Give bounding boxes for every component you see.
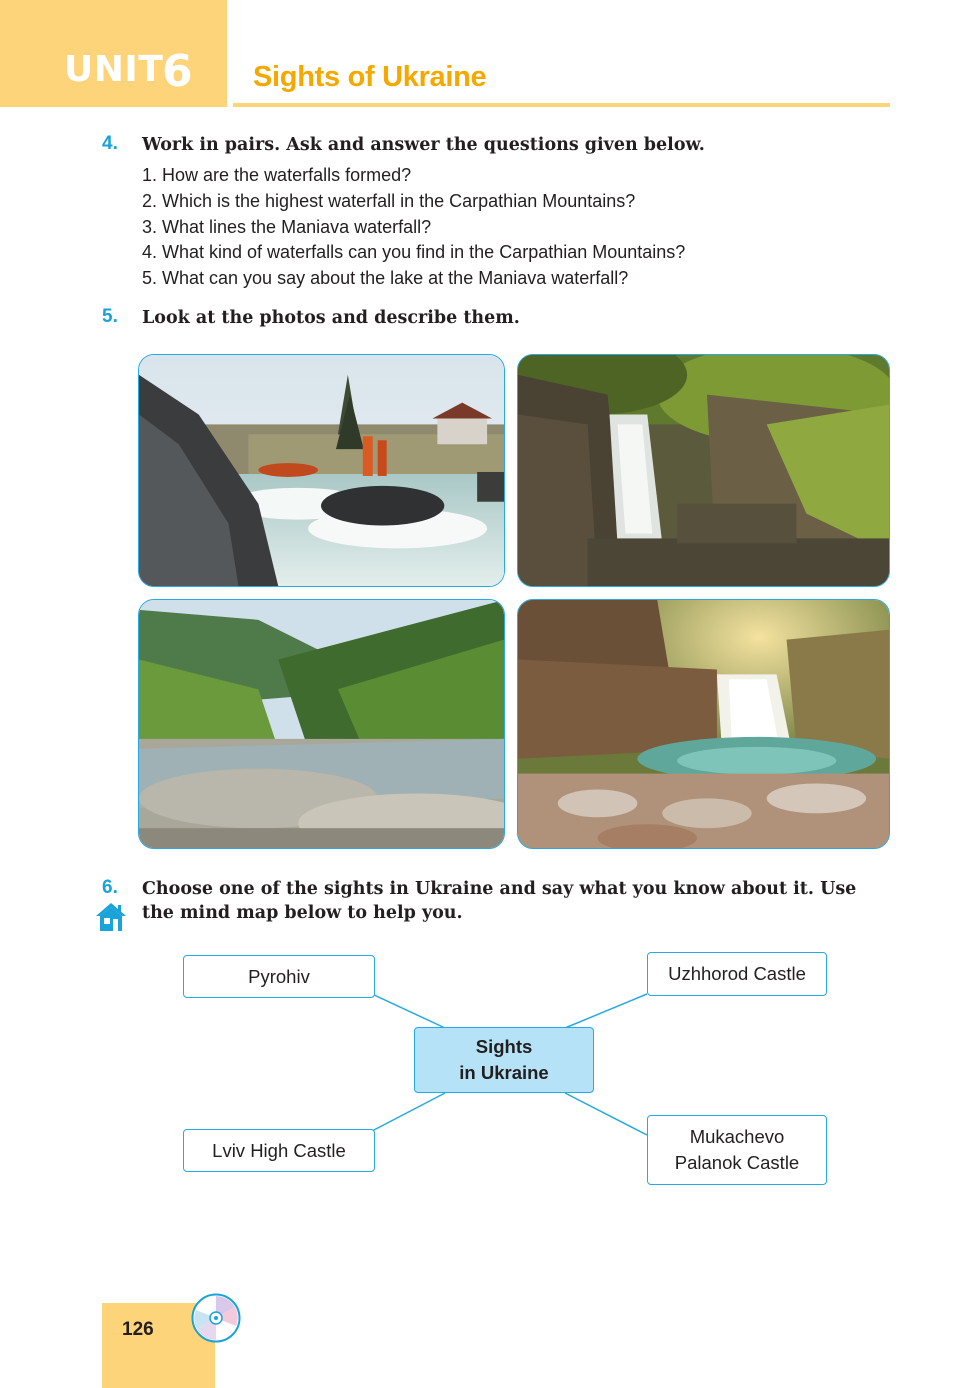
exercise-4-number: 4. xyxy=(102,133,118,154)
mind-map-center-node xyxy=(414,1027,594,1093)
node-label: Lviv High Castle xyxy=(212,1139,346,1161)
cd-disc-icon xyxy=(191,1293,241,1343)
node-label: Uzhhorod Castle xyxy=(668,963,806,984)
mind-map-node-mukachevo-palanok-castle xyxy=(647,1115,827,1185)
exercise-6-instruction-line2: the mind map below to help you. xyxy=(142,903,463,923)
question-item: 4. What kind of waterfalls can you find in the Carpathian Mountains? xyxy=(142,242,686,263)
exercise-4-instruction: Work in pairs. Ask and answer the questions given below. xyxy=(142,135,705,155)
node-label: Pyrohiv xyxy=(248,965,310,987)
mind-map-node-lviv-high-castle xyxy=(183,1129,375,1172)
question-item: 2. Which is the highest waterfall in the Carpathian Mountains? xyxy=(142,190,636,211)
question-item: 5. What can you say about the lake at the Maniava waterfall? xyxy=(142,268,629,289)
exercise-6-instruction-line1: Choose one of the sights in Ukraine and say what you know about it. Use xyxy=(142,879,857,899)
unit-number: 6 xyxy=(162,46,193,97)
page-title: Sights of Ukraine xyxy=(253,61,487,93)
connector-line xyxy=(565,994,647,1028)
exercise-6-number: 6. xyxy=(102,877,118,898)
connector-line xyxy=(565,1093,647,1135)
center-label-line2: in Ukraine xyxy=(459,1062,549,1083)
connector-line xyxy=(372,994,445,1028)
page-number: 126 xyxy=(122,1319,154,1340)
mind-map-node-pyrohiv xyxy=(183,955,375,998)
exercise-5-number: 5. xyxy=(102,306,118,327)
question-item: 3. What lines the Maniava waterfall? xyxy=(142,216,432,237)
mind-map-node-uzhhorod-castle xyxy=(647,952,827,996)
connector-line xyxy=(372,1093,445,1131)
node-label-line2: Palanok Castle xyxy=(674,1152,800,1173)
question-item: 1. How are the waterfalls formed? xyxy=(142,165,412,185)
unit-label: UNIT xyxy=(64,49,164,90)
exercise-5-instruction: Look at the photos and describe them. xyxy=(142,308,520,328)
center-label-line1: Sights xyxy=(475,1036,533,1057)
node-label-line1: Mukachevo xyxy=(689,1126,785,1147)
